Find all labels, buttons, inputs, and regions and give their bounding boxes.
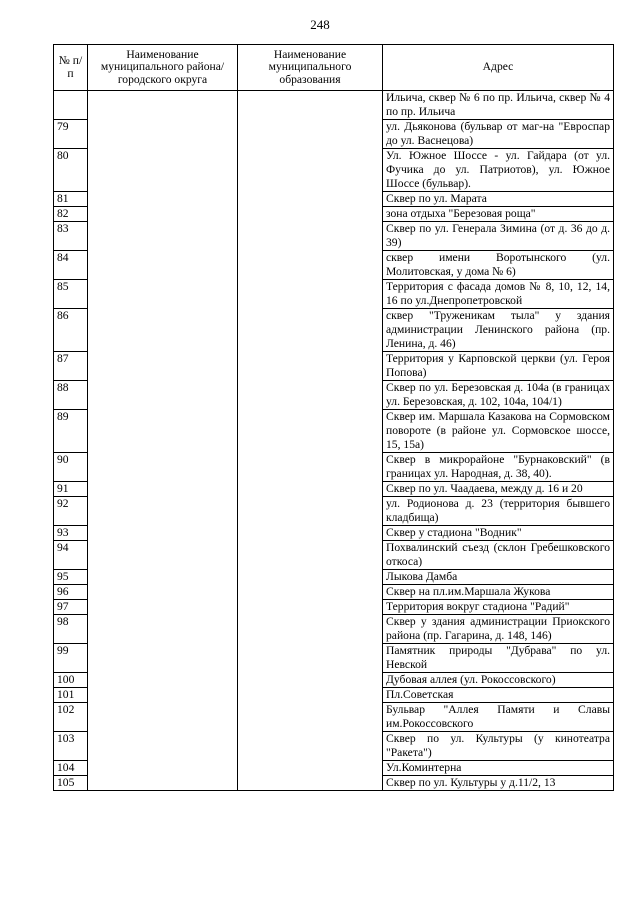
address-cell: Ильича, сквер № 6 по пр. Ильича, сквер № 4 по пр. Ильича xyxy=(383,91,614,120)
table-row xyxy=(54,91,614,120)
row-number: 83 xyxy=(54,222,88,251)
address-cell: Территория вокруг стадиона "Радий" xyxy=(383,600,614,615)
page-number: 248 xyxy=(310,17,330,32)
row-number: 90 xyxy=(54,453,88,482)
address-cell: Лыкова Дамба xyxy=(383,570,614,585)
row-number: 80 xyxy=(54,149,88,192)
address-cell: Сквер по ул. Культуры у д.11/2, 13 xyxy=(383,776,614,791)
address-cell: Сквер по ул. Марата xyxy=(383,192,614,207)
row-number: 95 xyxy=(54,570,88,585)
table-body xyxy=(54,91,614,791)
address-cell: Ул. Южное Шоссе - ул. Гайдара (от ул. Фучика до ул. Патриотов), ул. Южное Шоссе (бульвар). xyxy=(383,149,614,192)
address-cell: Сквер им. Маршала Казакова на Сормовском повороте (в районе ул. Сормовское шоссе, 15, 15а) xyxy=(383,410,614,453)
row-number: 89 xyxy=(54,410,88,453)
header-district: Наименование муниципального района/ городского округа xyxy=(88,45,238,91)
table-header-row xyxy=(54,45,614,91)
row-number: 97 xyxy=(54,600,88,615)
row-number: 85 xyxy=(54,280,88,309)
address-cell: сквер "Труженикам тыла" у здания администрации Ленинского района (пр. Ленина, д. 46) xyxy=(383,309,614,352)
row-number: 86 xyxy=(54,309,88,352)
address-cell: Бульвар "Аллея Памяти и Славы им.Рокоссовского xyxy=(383,703,614,732)
row-number: 93 xyxy=(54,526,88,541)
address-cell: Сквер по ул. Березовская д. 104а (в границах ул. Березовская, д. 102, 104а, 104/1) xyxy=(383,381,614,410)
row-number: 79 xyxy=(54,120,88,149)
address-cell: Территория у Карповской церкви (ул. Героя Попова) xyxy=(383,352,614,381)
district-cell xyxy=(88,91,238,791)
header-municipality: Наименование муниципального образования xyxy=(238,45,383,91)
address-cell: Сквер по ул. Генерала Зимина (от д. 36 до д. 39) xyxy=(383,222,614,251)
row-number: 105 xyxy=(54,776,88,791)
address-cell: ул. Родионова д. 23 (территория бывшего кладбища) xyxy=(383,497,614,526)
address-cell: Пл.Советская xyxy=(383,688,614,703)
row-number: 94 xyxy=(54,541,88,570)
address-cell: зона отдыха "Березовая роща" xyxy=(383,207,614,222)
header-num: № п/п xyxy=(54,45,88,91)
row-number: 100 xyxy=(54,673,88,688)
row-number: 82 xyxy=(54,207,88,222)
row-number: 102 xyxy=(54,703,88,732)
address-cell: Ул.Коминтерна xyxy=(383,761,614,776)
address-cell: Сквер на пл.им.Маршала Жукова xyxy=(383,585,614,600)
row-number: 84 xyxy=(54,251,88,280)
address-cell: Сквер в микрорайоне "Бурнаковский" (в границах ул. Народная, д. 38, 40). xyxy=(383,453,614,482)
row-number: 98 xyxy=(54,615,88,644)
row-number: 96 xyxy=(54,585,88,600)
objects-table xyxy=(53,44,614,791)
address-cell: Сквер у стадиона "Водник" xyxy=(383,526,614,541)
address-cell: Сквер по ул. Чаадаева, между д. 16 и 20 xyxy=(383,482,614,497)
row-number: 104 xyxy=(54,761,88,776)
address-cell: Похвалинский съезд (склон Гребешковского откоса) xyxy=(383,541,614,570)
header-address: Адрес xyxy=(383,45,614,91)
row-number: 91 xyxy=(54,482,88,497)
address-cell: Дубовая аллея (ул. Рокоссовского) xyxy=(383,673,614,688)
municipality-cell xyxy=(238,91,383,791)
address-cell: ул. Дьяконова (бульвар от маг-на "Евроспар до ул. Васнецова) xyxy=(383,120,614,149)
row-number: 92 xyxy=(54,497,88,526)
row-number: 99 xyxy=(54,644,88,673)
row-number: 87 xyxy=(54,352,88,381)
row-number xyxy=(54,91,88,120)
address-cell: Территория с фасада домов № 8, 10, 12, 14, 16 по ул.Днепропетровской xyxy=(383,280,614,309)
address-cell: Сквер по ул. Культуры (у кинотеатра "Ракета") xyxy=(383,732,614,761)
address-cell: Сквер у здания администрации Приокского района (пр. Гагарина, д. 148, 146) xyxy=(383,615,614,644)
address-cell: Памятник природы "Дубрава" по ул. Невской xyxy=(383,644,614,673)
row-number: 88 xyxy=(54,381,88,410)
address-cell: сквер имени Воротынского (ул. Молитовская, у дома № 6) xyxy=(383,251,614,280)
row-number: 103 xyxy=(54,732,88,761)
row-number: 81 xyxy=(54,192,88,207)
row-number: 101 xyxy=(54,688,88,703)
